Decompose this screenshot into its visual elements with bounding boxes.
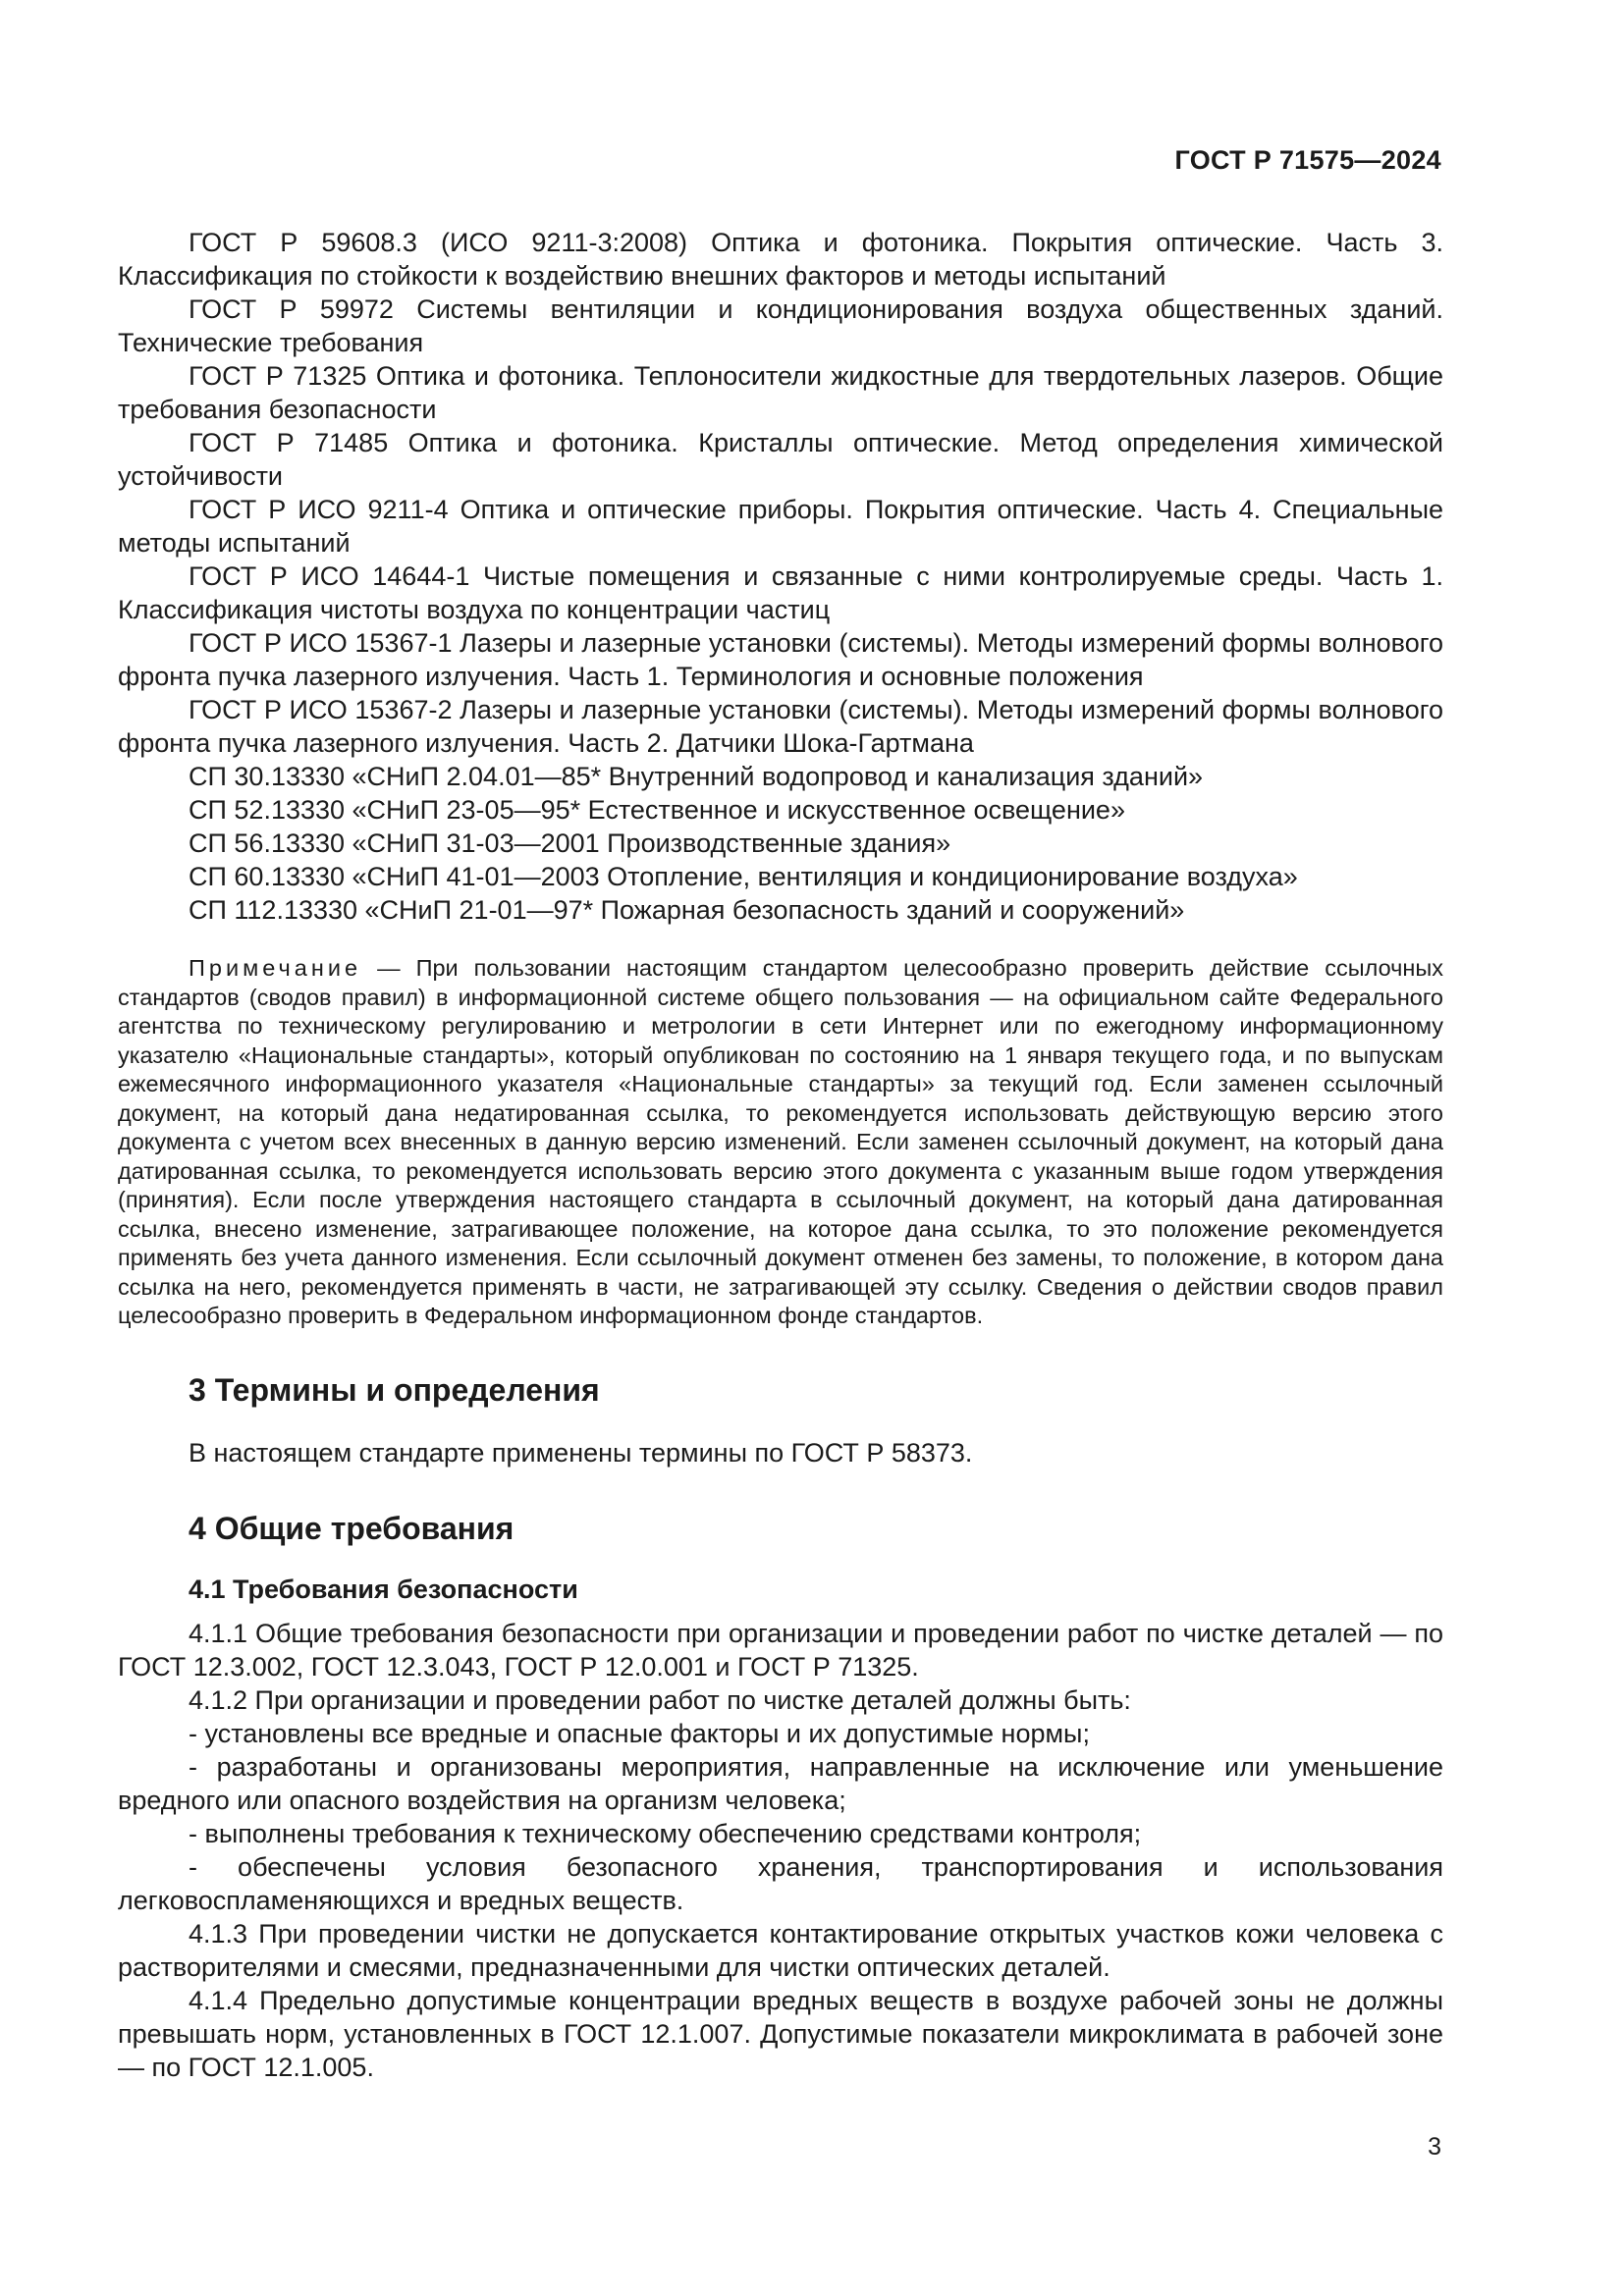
reference-item: ГОСТ Р ИСО 15367-2 Лазеры и лазерные установки (системы). Методы измерений формы волнового фронта пучка лазерного излучения. Часть 2. Датчики Шока-Гартмана	[118, 695, 1443, 758]
section-3-heading: 3 Термины и определения	[189, 1371, 600, 1408]
sp-reference-item: СП 112.13330 «СНиП 21-01—97* Пожарная безопасность зданий и сооружений»	[189, 895, 1185, 925]
sp-reference-item: СП 56.13330 «СНиП 31-03—2001 Производственные здания»	[189, 828, 951, 858]
clause-4-1-4: 4.1.4 Предельно допустимые концентрации вредных веществ в воздухе рабочей зоны не должны превышать норм, установленных в ГОСТ 12.1.007. Допустимые показатели микроклимата в рабочей зоне — по ГОСТ 12.1.005.	[118, 1985, 1443, 2082]
clause-4-1-3: 4.1.3 При проведении чистки не допускается контактирование открытых участков кожи человека с растворителями и смесями, предназначенными для чистки оптических деталей.	[118, 1918, 1443, 1982]
note-text: — При пользовании настоящим стандартом целесообразно проверить действие ссылочных стандартов (сводов правил) в информационной системе общего пользования — на официальном сайте Федерального агентства по техническому регулированию и метрологии в сети Интернет или по ежегодному информационному указателю «Национальные стандарты», который опубликован по состоянию на 1 января текущего года, и по выпускам ежемесячного информационного указателя «Национальные стандарты» за текущий год. Если заменен ссылочный документ, на который дана недатированная ссылка, то рекомендуется использовать действующую версию этого документа с учетом всех внесенных в данную версию изменений. Если заменен ссылочный документ, на который дана датированная ссылка, то рекомендуется использовать версию этого документа с указанным выше годом утверждения (принятия). Если после утверждения настоящего стандарта в ссылочный документ, на который дана датированная ссылка, внесено изменение, затрагивающее положение, на которое дана ссылка, то это положение рекомендуется применять без учета данного изменения. Если ссылочный документ отменен без замены, то положение, в котором дана ссылка на него, рекомендуется применять в части, не затрагивающей эту ссылку. Сведения о действии сводов правил целесообразно проверить в Федеральном информационном фонде стандартов.	[118, 955, 1444, 1328]
reference-item: ГОСТ Р 71485 Оптика и фотоника. Кристаллы оптические. Метод определения химической устойчивости	[118, 428, 1443, 491]
note-label: Примечание	[189, 955, 362, 981]
reference-item: ГОСТ Р ИСО 14644-1 Чистые помещения и связанные с ними контролируемые среды. Часть 1. Классификация чистоты воздуха по концентрации частиц	[118, 561, 1443, 624]
page-content	[118, 226, 1443, 2084]
list-item: - выполнены требования к техническому обеспечению средствами контроля;	[189, 1818, 1142, 1848]
reference-item: ГОСТ Р 59608.3 (ИСО 9211-3:2008) Оптика и фотоника. Покрытия оптические. Часть 3. Классификация по стойкости к воздействию внешних факторов и методы испытаний	[118, 228, 1443, 291]
normative-references-list	[118, 226, 1443, 927]
reference-item: ГОСТ Р 71325 Оптика и фотоника. Теплоносители жидкостные для твердотельных лазеров. Общие требования безопасности	[118, 361, 1443, 424]
sp-reference-item: СП 52.13330 «СНиП 23-05—95* Естественное и искусственное освещение»	[189, 795, 1125, 825]
section-4-heading: 4 Общие требования	[189, 1510, 514, 1546]
list-item: - обеспечены условия безопасного хранения, транспортирования и использования легковоспламеняющихся и вредных веществ.	[118, 1851, 1443, 1915]
clause-4-1-1: 4.1.1 Общие требования безопасности при организации и проведении работ по чистке деталей — по ГОСТ 12.3.002, ГОСТ 12.3.043, ГОСТ Р 12.0.001 и ГОСТ Р 71325.	[118, 1618, 1443, 1682]
clause-4-1-2: 4.1.2 При организации и проведении работ по чистке деталей должны быть:	[189, 1684, 1131, 1715]
note-paragraph	[118, 954, 1443, 1331]
section-3-text: В настоящем стандарте применены термины по ГОСТ Р 58373.	[189, 1437, 973, 1468]
sp-reference-item: СП 30.13330 «СНиП 2.04.01—85* Внутренний водопровод и канализация зданий»	[189, 762, 1204, 791]
section-4-1-heading: 4.1 Требования безопасности	[189, 1574, 578, 1604]
sp-reference-item: СП 60.13330 «СНиП 41-01—2003 Отопление, вентиляция и кондиционирование воздуха»	[189, 862, 1298, 891]
reference-item: ГОСТ Р 59972 Системы вентиляции и кондиционирования воздуха общественных зданий. Технические требования	[118, 294, 1443, 357]
list-item: - разработаны и организованы мероприятия, направленные на исключение или уменьшение вредного или опасного воздействия на организм человека;	[118, 1751, 1443, 1815]
document-code-header: ГОСТ Р 71575—2024	[1174, 145, 1441, 175]
reference-item: ГОСТ Р ИСО 15367-1 Лазеры и лазерные установки (системы). Методы измерений формы волнового фронта пучка лазерного излучения. Часть 1. Терминология и основные положения	[118, 628, 1443, 691]
list-item: - установлены все вредные и опасные факторы и их допустимые нормы;	[189, 1718, 1090, 1748]
page-number: 3	[1428, 2133, 1441, 2161]
reference-item: ГОСТ Р ИСО 9211-4 Оптика и оптические приборы. Покрытия оптические. Часть 4. Специальные методы испытаний	[118, 495, 1443, 558]
